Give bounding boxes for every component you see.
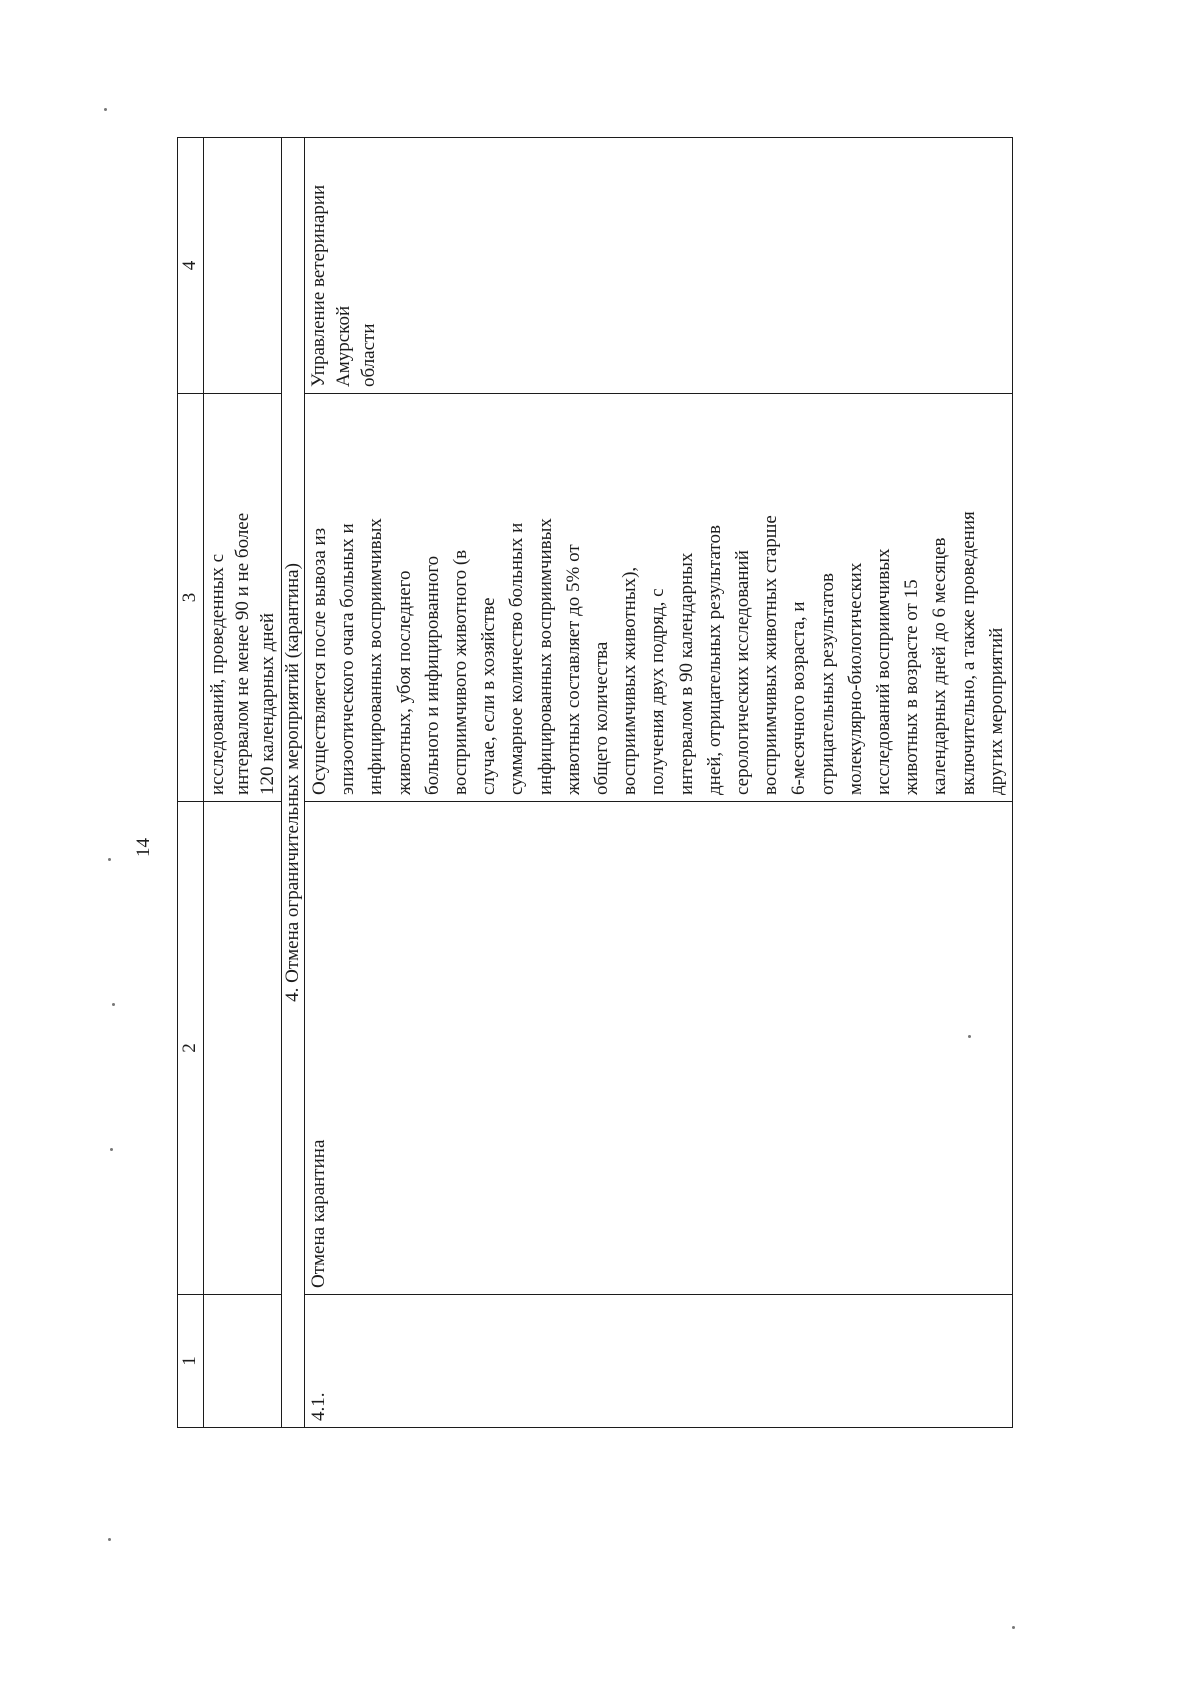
condition-line: восприимчивых животных), bbox=[619, 566, 641, 795]
condition-cell bbox=[305, 394, 1013, 802]
condition-line: 120 календарных дней bbox=[257, 612, 278, 795]
continued-condition-cell bbox=[204, 394, 282, 802]
column-number-4: 4 bbox=[178, 138, 204, 394]
table-row bbox=[305, 138, 1013, 1428]
section-title: 4. Отмена ограничительных мероприятий (карантина) bbox=[282, 138, 305, 1428]
condition-line: других мероприятий bbox=[985, 627, 1007, 795]
condition-line: Осуществляется после вывоза из bbox=[309, 527, 330, 795]
condition-line: инфицированных восприимчивых bbox=[365, 518, 387, 795]
scan-speck bbox=[104, 108, 107, 111]
section-row bbox=[282, 138, 305, 1428]
condition-line: больного и инфицированного bbox=[421, 555, 443, 795]
responsible-cell bbox=[305, 138, 1013, 394]
condition-line: исследований восприимчивых bbox=[873, 548, 895, 795]
condition-line: животных составляет до 5% от bbox=[562, 544, 584, 795]
scan-speck bbox=[112, 1003, 115, 1006]
scan-speck bbox=[1012, 1626, 1015, 1629]
condition-line: случае, если в хозяйстве bbox=[478, 597, 500, 795]
condition-line: инфицированных восприимчивых bbox=[534, 518, 556, 795]
condition-line: молекулярно-биологических bbox=[844, 562, 866, 795]
measures-table bbox=[177, 137, 1013, 1428]
scan-speck bbox=[110, 1148, 113, 1151]
scan-speck bbox=[108, 858, 111, 861]
column-number-1: 1 bbox=[178, 1295, 204, 1428]
condition-line: восприимчивых животных старше bbox=[760, 515, 782, 795]
column-number-2: 2 bbox=[178, 802, 204, 1295]
condition-line: интервалом в 90 календарных bbox=[675, 552, 697, 795]
condition-line: восприимчивого животного (в bbox=[450, 549, 472, 795]
scan-speck bbox=[108, 1538, 111, 1541]
responsible-line: Управление ветеринарии Амурской bbox=[308, 184, 354, 387]
page-number: 14 bbox=[133, 838, 154, 857]
condition-line: календарных дней до 6 месяцев bbox=[929, 537, 951, 795]
condition-line: получения двух подряд, с bbox=[647, 588, 669, 795]
condition-line: интервалом не менее 90 и не более bbox=[232, 512, 253, 795]
condition-line: эпизоотического очага больных и bbox=[337, 523, 359, 795]
responsible-line: области bbox=[358, 323, 379, 387]
continued-row bbox=[204, 138, 282, 1428]
column-number-3: 3 bbox=[178, 394, 204, 802]
condition-line: животных в возрасте от 15 bbox=[901, 579, 923, 795]
condition-line: суммарное количество больных и bbox=[506, 522, 528, 795]
condition-line: животных, убоя последнего bbox=[393, 570, 415, 795]
condition-line: дней, отрицательных результатов bbox=[703, 525, 725, 795]
condition-line: включительно, а также проведения bbox=[957, 511, 979, 795]
continued-col2 bbox=[204, 802, 282, 1295]
measure-name: Отмена карантина bbox=[305, 802, 1013, 1295]
condition-line: 6-месячного возраста, и bbox=[788, 601, 810, 795]
continued-col4 bbox=[204, 138, 282, 394]
row-number: 4.1. bbox=[305, 1295, 1013, 1428]
condition-line: исследований, проведенных с bbox=[207, 553, 228, 795]
rotated-table-wrapper bbox=[177, 138, 1007, 1428]
condition-line: общего количества bbox=[591, 641, 613, 795]
condition-line: серологических исследований bbox=[732, 550, 754, 795]
continued-col1 bbox=[204, 1295, 282, 1428]
table-header-row bbox=[178, 138, 204, 1428]
condition-line: отрицательных результатов bbox=[816, 573, 838, 795]
